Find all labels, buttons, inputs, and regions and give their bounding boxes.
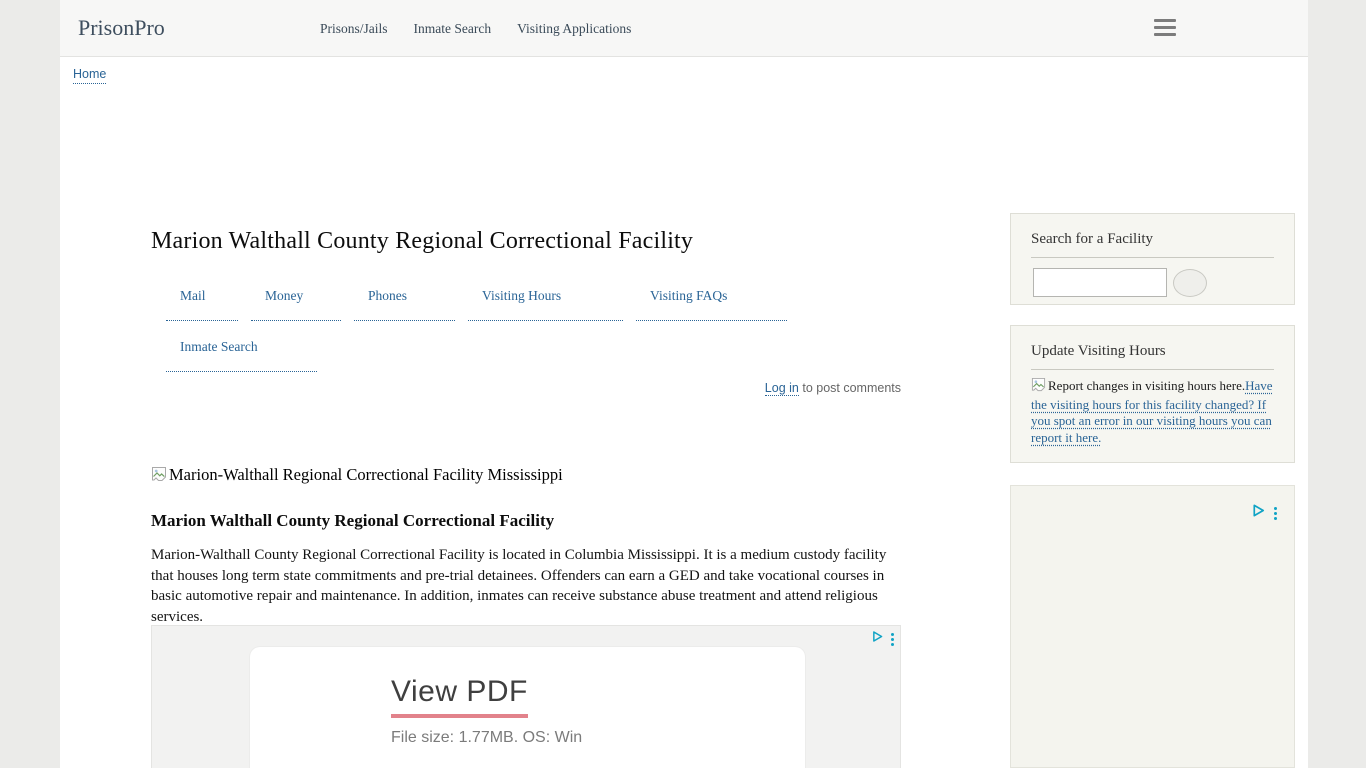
tab-visiting-hours[interactable]: Visiting Hours bbox=[468, 286, 623, 321]
ad-view-pdf-link[interactable]: View PDF bbox=[391, 675, 528, 718]
nav-visiting-applications[interactable]: Visiting Applications bbox=[517, 21, 632, 36]
adchoices-icon[interactable] bbox=[871, 630, 884, 648]
page-container bbox=[60, 0, 1308, 768]
login-to-comment bbox=[151, 381, 901, 395]
adchoices-icon[interactable] bbox=[1251, 503, 1266, 523]
breadcrumb-home-link[interactable]: Home bbox=[73, 67, 106, 84]
update-visiting-hours-box bbox=[1010, 325, 1295, 463]
ad-card bbox=[250, 647, 805, 768]
tab-mail[interactable]: Mail bbox=[166, 286, 238, 321]
report-visiting-hours-link[interactable]: Have the visiting hours for this facility changed? If you spot an error in our visiting hours you can report it here. bbox=[1031, 378, 1273, 445]
log-in-link[interactable]: Log in bbox=[764, 381, 799, 395]
ad-controls bbox=[871, 630, 894, 648]
site-header bbox=[60, 0, 1308, 57]
ad-options-kebab-icon[interactable] bbox=[1274, 507, 1277, 520]
ad-file-details: File size: 1.77MB. OS: Win bbox=[391, 729, 583, 746]
brand-logo[interactable]: PrisonPro bbox=[78, 15, 165, 40]
broken-image-icon bbox=[151, 466, 167, 488]
update-box-title: Update Visiting Hours bbox=[1031, 343, 1166, 359]
tab-phones[interactable]: Phones bbox=[354, 286, 455, 321]
tab-money[interactable]: Money bbox=[251, 286, 341, 321]
advertisement-banner bbox=[151, 625, 901, 768]
broken-image-icon bbox=[1031, 377, 1046, 397]
nav-inmate-search[interactable]: Inmate Search bbox=[413, 21, 492, 36]
breadcrumb bbox=[73, 65, 106, 83]
update-box-text bbox=[1011, 370, 1294, 446]
facility-search-input[interactable] bbox=[1033, 268, 1167, 297]
facility-subheading: Marion Walthall County Regional Correctional Facility bbox=[151, 511, 555, 530]
page-title: Marion Walthall County Regional Correctional Facility bbox=[151, 228, 694, 254]
facility-tabs bbox=[166, 286, 816, 388]
nav-prisons-jails[interactable]: Prisons/Jails bbox=[320, 21, 388, 36]
sidebar-advertisement bbox=[1010, 485, 1295, 768]
facility-image-broken bbox=[151, 464, 901, 488]
login-suffix-text: to post comments bbox=[802, 381, 901, 395]
facility-search-button[interactable] bbox=[1173, 269, 1207, 297]
search-row bbox=[1011, 258, 1294, 297]
search-box-title: Search for a Facility bbox=[1031, 231, 1154, 247]
tab-visiting-faqs[interactable]: Visiting FAQs bbox=[636, 286, 787, 321]
facility-image-alt-text: Marion-Walthall Regional Correctional Facility Mississippi bbox=[169, 465, 563, 484]
ad-controls bbox=[1251, 503, 1277, 523]
update-image-alt-text: Report changes in visiting hours here. bbox=[1048, 378, 1246, 393]
hamburger-menu-icon[interactable] bbox=[1154, 19, 1176, 36]
tab-inmate-search[interactable]: Inmate Search bbox=[166, 337, 317, 372]
main-nav bbox=[320, 21, 631, 37]
search-facility-box bbox=[1010, 213, 1295, 305]
ad-options-kebab-icon[interactable] bbox=[891, 633, 894, 646]
facility-description: Marion-Walthall County Regional Correctional Facility is located in Columbia Mississippi. It is a medium custody facility that houses long term state commitments and pre-trial detainees. Offenders can earn a GED and take vocational courses in basic automotive repair and maintenance. In addition, inmates can receive substance abuse treatment and attend religious services. bbox=[151, 547, 887, 625]
